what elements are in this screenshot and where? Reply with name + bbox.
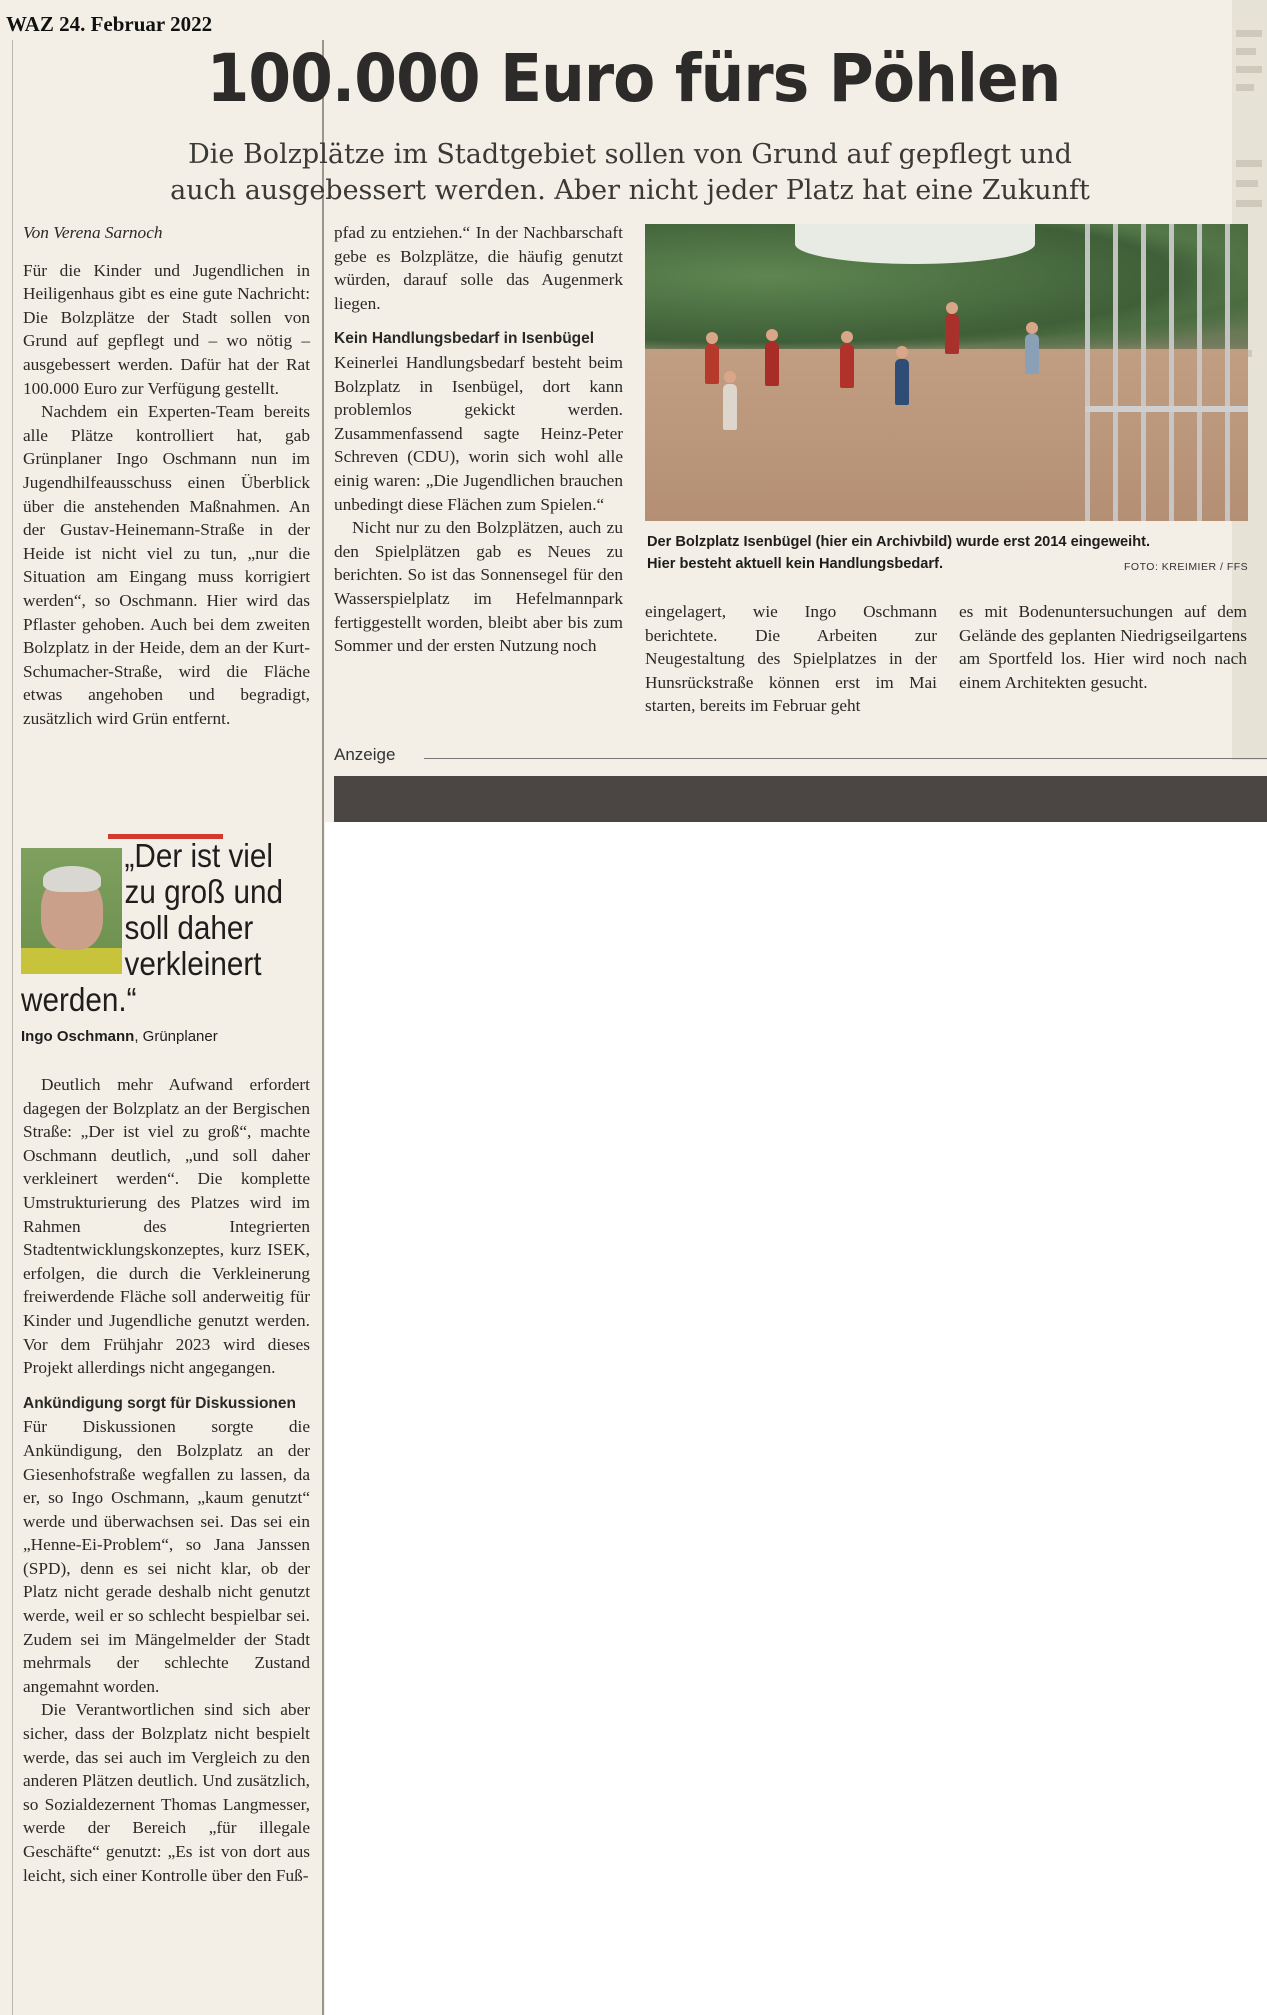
section-subtitle: Kein Handlungsbedarf in Isenbügel	[334, 330, 595, 348]
paragraph: Die Verantwortlichen sind sich aber sicher, dass der Bolzplatz nicht bespielt werde, das sei auch im Vergleich zu den anderen Plätzen deutlich. Und zusätzlich, so Sozialdezernent Thomas Langmesser, werde der Bereich „für illegale Geschäfte“ genutzt: „Es ist von dort aus leicht, sich einer Kontrolle über den Fuß-	[23, 1700, 310, 1885]
paragraph: Keinerlei Handlungsbedarf besteht beim Bolzplatz in Isenbügel, dort kann problemlos gekickt werden. Zusammenfassend sagte Heinz-Peter Schreven (CDU), worin sich wohl alle einig waren: „Die Jugendlichen brauchen unbedingt diese Flächen zum Spielen.“	[334, 352, 623, 514]
paragraph: Nachdem ein Experten-Team bereits alle Plätze kontrolliert hat, gab Grünplaner Ingo Oschmann nun im Jugendhilfeausschuss einen Überblick über die anstehenden Maßnahmen. An der Gustav-Heinemann-Straße in der Heide ist nicht viel zu tun, „nur die Situation am Eingang muss korrigiert werden“, so Oschmann. Hier wird das Pflaster gehoben. Auch bei dem zweiten Bolzplatz in der Heide, dem an der Kurt-Schumacher-Straße, wird die Fläche etwas angehoben und begradigt, zusätzlich wird Grün entfernt.	[23, 402, 310, 728]
player-head	[841, 331, 853, 343]
player	[705, 344, 719, 384]
goal-crossbar	[1085, 406, 1248, 412]
article-column-4	[959, 600, 1247, 694]
photo-credit: FOTO: KREIMIER / FFS	[1124, 561, 1249, 573]
paragraph: Nicht nur zu den Bolzplätzen, auch zu den Spielplätzen gab es Neues zu berichten. So ist das Sonnensegel für den Wasserspielplatz im Hefelmannpark fertiggestellt worden, bleibt aber bis zum Sommer und der ersten Nutzung noch	[334, 518, 623, 656]
byline: Von Verena Sarnoch	[23, 223, 163, 242]
advertisement-band	[334, 776, 1267, 822]
paragraph: Für Diskussionen sorgte die Ankündigung, den Bolzplatz an der Giesenhofstraße wegfallen zu lassen, da er, so Ingo Oschmann, „kaum genutzt“ werde und überwachsen sei. Das sei ein „Henne-Ei-Problem“, so Jana Janssen (SPD), denn es sei nicht klar, ob der Platz nicht gerade deshalb nicht genutzt werde, weil er so schlecht bespielbar sei. Zudem sei im Mängelmelder der Stadt mehrmals der schlechte Zustand angemahnt worden.	[23, 1417, 310, 1696]
player	[765, 342, 779, 386]
advertisement-rule	[424, 758, 1267, 759]
player-head	[896, 346, 908, 358]
speaker-name: Ingo Oschmann	[21, 1028, 135, 1045]
subheadline-line-2: auch ausgebessert werden. Aber nicht jeder Platz hat eine Zukunft	[170, 175, 1090, 206]
quote-line: zu groß und	[124, 873, 283, 910]
goal-net	[1085, 224, 1248, 521]
paragraph: es mit Bodenuntersuchungen auf dem Gelände des geplanten Niedrigseilgartens am Sportfeld los. Hier wird noch nach einem Architekten gesucht.	[959, 602, 1247, 692]
player	[840, 344, 854, 388]
quote-attribution	[21, 1028, 218, 1045]
player	[723, 384, 737, 430]
quote-line: werden.“	[21, 981, 137, 1018]
player-head	[1026, 322, 1038, 334]
article-column-1	[23, 221, 310, 730]
caption-line-1: Der Bolzplatz Isenbügel (hier ein Archivbild) wurde erst 2014 eingeweiht.	[647, 534, 1151, 550]
quote-line: verkleinert	[124, 945, 262, 982]
speaker-role: , Grünplaner	[134, 1028, 218, 1045]
article-photo	[645, 224, 1248, 521]
article-column-3	[645, 600, 937, 718]
player-head	[766, 329, 778, 341]
column-divider	[322, 40, 324, 2015]
player-head	[724, 371, 736, 383]
player	[895, 359, 909, 405]
headline: 100.000 Euro fürs Pöhlen	[206, 40, 1061, 117]
player	[1025, 334, 1039, 374]
caption-line-2: Hier besteht aktuell kein Handlungsbedarf.	[647, 556, 943, 572]
pull-quote	[21, 838, 291, 1018]
player-head	[946, 302, 958, 314]
column-edge	[12, 40, 13, 2015]
paragraph: Deutlich mehr Aufwand erfordert dagegen der Bolzplatz an der Bergischen Straße: „Der ist viel zu groß“, machte Oschmann deutlich, „und soll daher verkleinert werden“. Die komplette Umstrukturierung des Platzes wird im Rahmen des Integrierten Stadtentwicklungskonzeptes, kurz ISEK, erfolgen, die durch die Verkleinerung freiwerdende Fläche soll anderweitig für Kinder und Jugendliche genutzt werden. Vor dem Frühjahr 2023 wird dieses Projekt allerdings nicht angegangen.	[23, 1075, 310, 1378]
photo-sky	[795, 224, 1035, 264]
paragraph: Für die Kinder und Jugendlichen in Heiligenhaus gibt es eine gute Nachricht: Die Bolzplätze der Stadt sollen von Grund auf gepflegt und – wo nötig – ausgebessert werden. Dafür hat der Rat 100.000 Euro zur Verfügung gestellt.	[23, 260, 310, 398]
player	[945, 314, 959, 354]
source-label: WAZ 24. Februar 2022	[6, 12, 213, 36]
section-subtitle: Ankündigung sorgt für Diskussionen	[23, 1394, 296, 1412]
subheadline-line-1: Die Bolzplätze im Stadtgebiet sollen von Grund auf gepflegt und	[188, 139, 1072, 170]
quote-line: soll daher	[124, 909, 254, 946]
subheadline	[150, 137, 1110, 209]
advertisement-label: Anzeige	[334, 745, 396, 764]
article-column-2	[334, 221, 623, 658]
article-column-1-continued	[23, 1073, 310, 1887]
quote-line: „Der ist viel	[124, 837, 274, 874]
paragraph: pfad zu entziehen.“ In der Nachbarschaft gebe es Bolzplätze, die häufig genutzt würden, darauf solle das Augenmerk liegen.	[334, 223, 623, 313]
player-head	[706, 332, 718, 344]
paragraph: eingelagert, wie Ingo Oschmann berichtete. Die Arbeiten zur Neugestaltung des Spielplatzes in der Hunsrückstraße können erst im Mai starten, bereits im Februar geht	[645, 602, 937, 716]
